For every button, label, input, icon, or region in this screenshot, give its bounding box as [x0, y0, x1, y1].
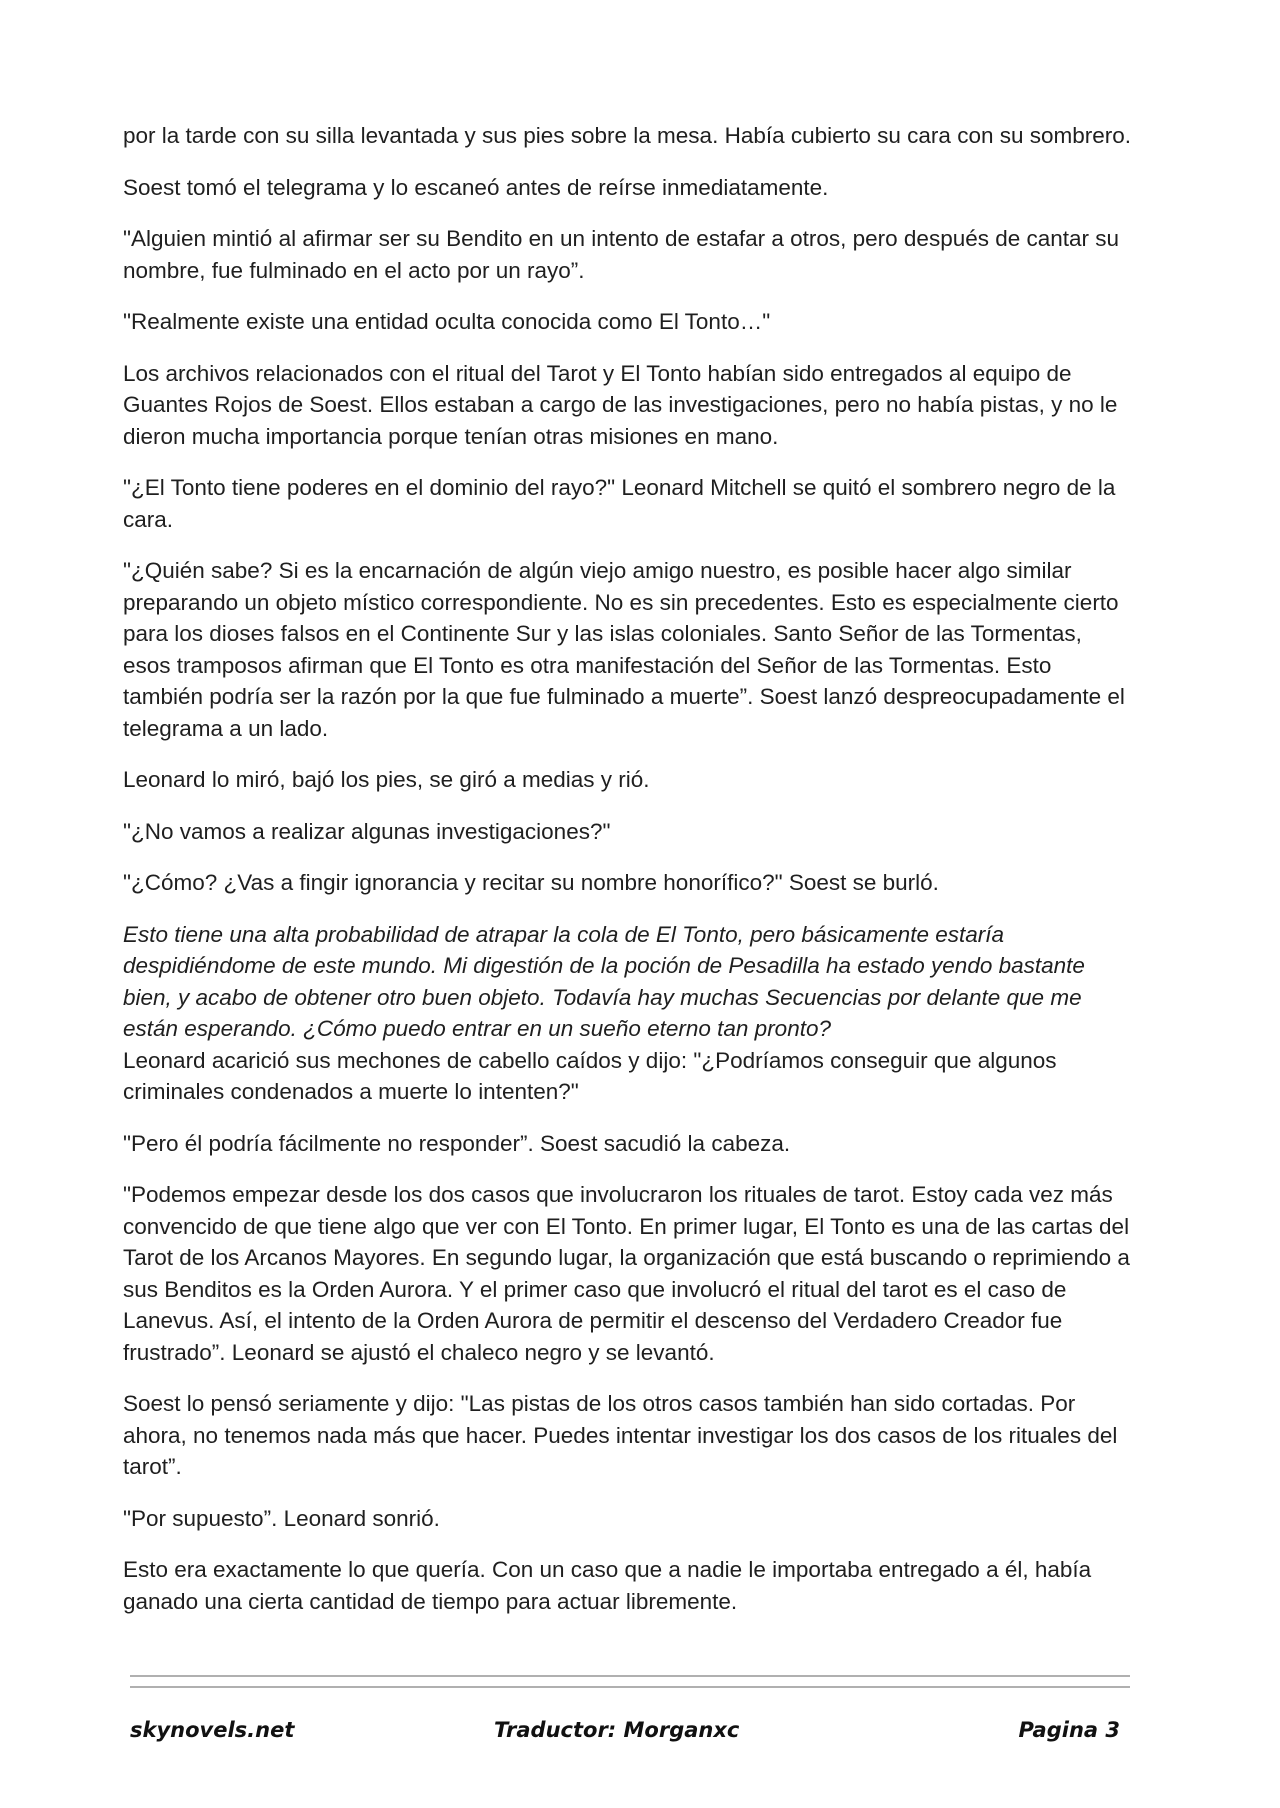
italic-thought-paragraph: Esto tiene una alta probabilidad de atrapar la cola de El Tonto, pero básicamente estaría despidiéndome de este mundo. Mi digestión de la poción de Pesadilla ha estado yendo bastante bien, y acabo de obtener otro buen objeto. Todavía hay muchas Secuencias por delante que me están esperando. ¿Cómo puedo entrar en un sueño eterno tan pronto?: [123, 921, 1085, 1041]
footer-site-name: skynovels.net: [130, 1718, 295, 1742]
paragraph: Esto era exactamente lo que quería. Con un caso que a nadie le importaba entregado a él, había ganado una cierta cantidad de tiempo para actuar libremente.: [123, 1557, 1092, 1614]
paragraph: "¿El Tonto tiene poderes en el dominio del rayo?" Leonard Mitchell se quitó el sombrero negro de la cara.: [123, 475, 1116, 532]
footer-page-number: Pagina 3: [1018, 1718, 1120, 1742]
paragraph: "¿Cómo? ¿Vas a fingir ignorancia y recitar su nombre honorífico?" Soest se burló.: [123, 870, 939, 895]
footer-divider-bottom: [130, 1686, 1130, 1688]
footer-translator: Traductor: Morganxc: [494, 1718, 740, 1742]
paragraph: "Podemos empezar desde los dos casos que involucraron los rituales de tarot. Estoy cada vez más convencido de que tiene algo que ver con El Tonto. En primer lugar, El Tonto es una de las cartas del Tarot de los Arcanos Mayores. En segundo lugar, la organización que está buscando o reprimiendo a sus Benditos es la Orden Aurora. Y el primer caso que involucró el ritual del tarot es el caso de Lanevus. Así, el intento de la Orden Aurora de permitir el descenso del Verdadero Creador fue frustrado”. Leonard se ajustó el chaleco negro y se levantó.: [123, 1182, 1130, 1365]
paragraph: Leonard lo miró, bajó los pies, se giró a medias y rió.: [123, 767, 650, 792]
paragraph: Los archivos relacionados con el ritual del Tarot y El Tonto habían sido entregados al equipo de Guantes Rojos de Soest. Ellos estaban a cargo de las investigaciones, pero no había pistas, y no le dieron mucha importancia porque tenían otras misiones en mano.: [123, 360, 1118, 449]
paragraph: "¿Quién sabe? Si es la encarnación de algún viejo amigo nuestro, es posible hacer algo similar preparando un objeto místico correspondiente. No es sin precedentes. Esto es especialmente cierto para los dioses falsos en el Continente Sur y las islas coloniales. Santo Señor de las Tormentas, esos tramposos afirman que El Tonto es otra manifestación del Señor de las Tormentas. Esto también podría ser la razón por la que fue fulminado a muerte”. Soest lanzó despreocupadamente el telegrama a un lado.: [123, 558, 1125, 741]
paragraph: Leonard acarició sus mechones de cabello caídos y dijo: "¿Podríamos conseguir que algunos criminales condenados a muerte lo intenten?": [123, 1047, 1057, 1104]
paragraph: "Por supuesto”. Leonard sonrió.: [123, 1505, 440, 1531]
paragraph: Soest tomó el telegrama y lo escaneó antes de reírse inmediatamente.: [123, 174, 829, 200]
footer-divider-top: [130, 1675, 1130, 1677]
page-footer: [130, 1718, 1130, 1748]
paragraph: Soest lo pensó seriamente y dijo: "Las pistas de los otros casos también han sido cortadas. Por ahora, no tenemos nada más que hacer. Puedes intentar investigar los dos casos de los rituales del tarot”.: [123, 1391, 1118, 1479]
paragraph: "Alguien mintió al afirmar ser su Bendito en un intento de estafar a otros, pero después de cantar su nombre, fue fulminado en el acto por un rayo”.: [123, 226, 1120, 283]
paragraph: "¿No vamos a realizar algunas investigaciones?": [123, 818, 611, 844]
page-body: [123, 120, 1133, 1637]
paragraph: "Pero él podría fácilmente no responder”. Soest sacudió la cabeza.: [123, 1130, 791, 1156]
paragraph: por la tarde con su silla levantada y sus pies sobre la mesa. Había cubierto su cara con su sombrero.: [123, 123, 1132, 148]
paragraph: "Realmente existe una entidad oculta conocida como El Tonto…": [123, 309, 771, 334]
